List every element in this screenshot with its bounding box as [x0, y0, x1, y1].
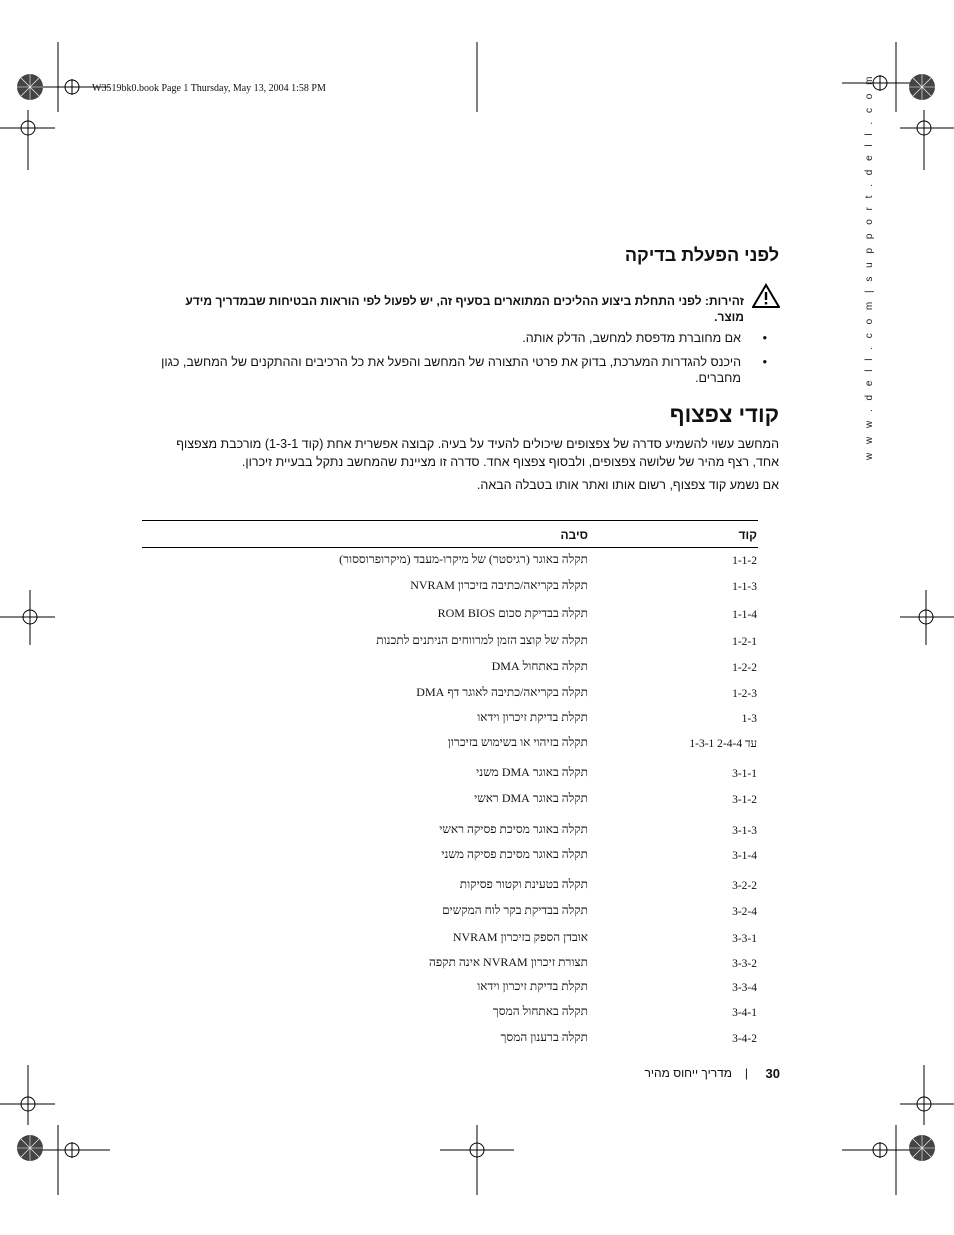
table-row [142, 606, 758, 626]
cause-cell: תקלה באוגר מסיכת פסיקה משני [441, 847, 588, 861]
table-row [142, 903, 758, 923]
table-row [142, 791, 758, 811]
beep-codes-title: קודי צפצוף [669, 402, 779, 427]
page-footer [600, 1066, 780, 1084]
bullet-icon: • [762, 355, 767, 369]
cause-cell: תקלה של קוצב הזמן למרווחים הניתנים לתכנות [376, 633, 588, 647]
table-row [142, 822, 758, 842]
footer-separator: | [744, 1066, 748, 1080]
beep-code-cell: 3-1-3 [732, 825, 757, 837]
cause-cell: תקלה ברענון המסך [500, 1030, 588, 1044]
cause-cell: תקלת בדיקת זיכרון וידאו [477, 710, 588, 724]
table-row [142, 877, 758, 897]
checklist [149, 330, 779, 394]
warning-label: זהירות: [704, 294, 744, 308]
beep-code-cell: 1-3-1 עד 2-4-4 [689, 738, 757, 750]
cause-cell: תקלה באוגר מסיכת פסיקה ראשי [439, 822, 588, 836]
table-row [142, 633, 758, 653]
table-row [142, 710, 758, 730]
warning-text [174, 293, 744, 325]
table-row [142, 847, 758, 867]
table-row [142, 685, 758, 705]
beep-code-cell: 3-1-4 [732, 850, 757, 862]
table-row [142, 955, 758, 975]
cause-cell: תקלה בקריאה/כתיבה בזיכרון NVRAM [410, 578, 588, 592]
side-url [850, 73, 875, 480]
table-row [142, 765, 758, 785]
section-title: לפני הפעלת בדיקה [624, 245, 779, 265]
beep-code-cell: 3-2-2 [732, 880, 757, 892]
beep-code-cell: 1-2-3 [732, 688, 757, 700]
beep-code-cell: 1-1-3 [732, 581, 757, 593]
table-row [142, 1004, 758, 1024]
table-row [142, 552, 758, 572]
table-row [142, 659, 758, 679]
beep-code-cell: 3-3-4 [732, 982, 757, 994]
beep-code-cell: 3-2-4 [732, 906, 757, 918]
beep-instruction-paragraph: אם נשמע קוד צפצוף, רשום אותו ואתר אותו בטבלה הבאה. [476, 478, 779, 492]
cause-cell: תקלה באוגר (רגיסטר) של מיקרו-מעבד (מיקרופרוססור) [339, 552, 588, 566]
table-row [142, 735, 758, 755]
table-top-rule [142, 520, 758, 521]
page-number: 30 [765, 1066, 780, 1081]
table-row [142, 930, 758, 950]
cause-cell: תצורת זיכרון NVRAM אינה תקפה [428, 955, 588, 969]
beep-intro-paragraph: המחשב עשוי להשמיע סדרה של צפצופים שיכולים להעיד על בעיה. קבוצה אפשרית אחת (קוד 1-3-1) מורכבת מצפצוף אחד, רצף מהיר של שלושה צפצופים, ולבסוף צפצוף אחד. סדרה זו מציינת שהמחשב נתקל בבעיית זיכרון. [176, 437, 779, 469]
beep-code-cell: 1-3 [741, 713, 757, 725]
cause-cell: תקלה בטעינת וקטור פסיקות [459, 877, 588, 891]
cause-cell: תקלה בבדיקת סכום ROM BIOS [437, 606, 588, 620]
cause-cell: אובדן הספק בזיכרון NVRAM [452, 930, 588, 944]
beep-code-cell: 3-3-2 [732, 958, 757, 970]
cause-cell: תקלה באתחול המסך [492, 1004, 588, 1018]
cause-cell: תקלה באוגר DMA ראשי [474, 791, 588, 805]
cause-cell: תקלה בזיהוי או בשימוש בזיכרון [447, 735, 588, 749]
table-header-rule [142, 547, 758, 548]
beep-code-cell: 1-1-2 [732, 555, 757, 567]
table-row [142, 1030, 758, 1050]
column-header-cause: סיבה [560, 528, 588, 542]
cause-cell: תקלת בדיקת זיכרון וידאו [477, 979, 588, 993]
warning-body: לפני התחלת ביצוע ההליכים המתוארים בסעיף זה, יש לפעול לפי הוראות הבטיחות שבמדריך מידע מוצר. [185, 294, 744, 324]
list-item: • היכנס להגדרות המערכת, בדוק את פרטי התצורה של המחשב והפעל את כל הרכיבים וההתקנים של המחשב, כגון מחברים. [161, 355, 767, 385]
beep-code-cell: 3-1-2 [732, 794, 757, 806]
beep-code-cell: 3-4-1 [732, 1007, 757, 1019]
warning-triangle-icon [752, 283, 780, 309]
cause-cell: תקלה באוגר DMA משני [476, 765, 588, 779]
beep-code-cell: 3-4-2 [732, 1033, 757, 1045]
column-header-code: קוד [738, 528, 757, 542]
table-row [142, 578, 758, 598]
cause-cell: תקלה בבדיקת בקר לוח המקשים [442, 903, 588, 917]
cause-cell: תקלה בקריאה/כתיבה לאוגר דף DMA [416, 685, 588, 699]
beep-code-cell: 1-2-2 [732, 662, 757, 674]
beep-code-cell: 3-3-1 [732, 933, 757, 945]
side-url-text: w w w . d e l l . c o m | s u p p o r t . d e l l . c o m [864, 73, 875, 460]
cause-cell: תקלה באתחול DMA [491, 659, 588, 673]
list-item: • אם מחוברת מדפסת למחשב, הדלק אותה. [522, 331, 767, 345]
beep-code-cell: 3-1-1 [732, 768, 757, 780]
print-header: W3519bk0.book Page 1 Thursday, May 13, 2004 1:58 PM [92, 83, 326, 94]
table-row [142, 979, 758, 999]
bullet-icon: • [762, 331, 767, 345]
beep-code-cell: 1-1-4 [732, 609, 757, 621]
beep-code-cell: 1-2-1 [732, 636, 757, 648]
footer-title: מדריך ייחוס מהיר [644, 1066, 732, 1080]
